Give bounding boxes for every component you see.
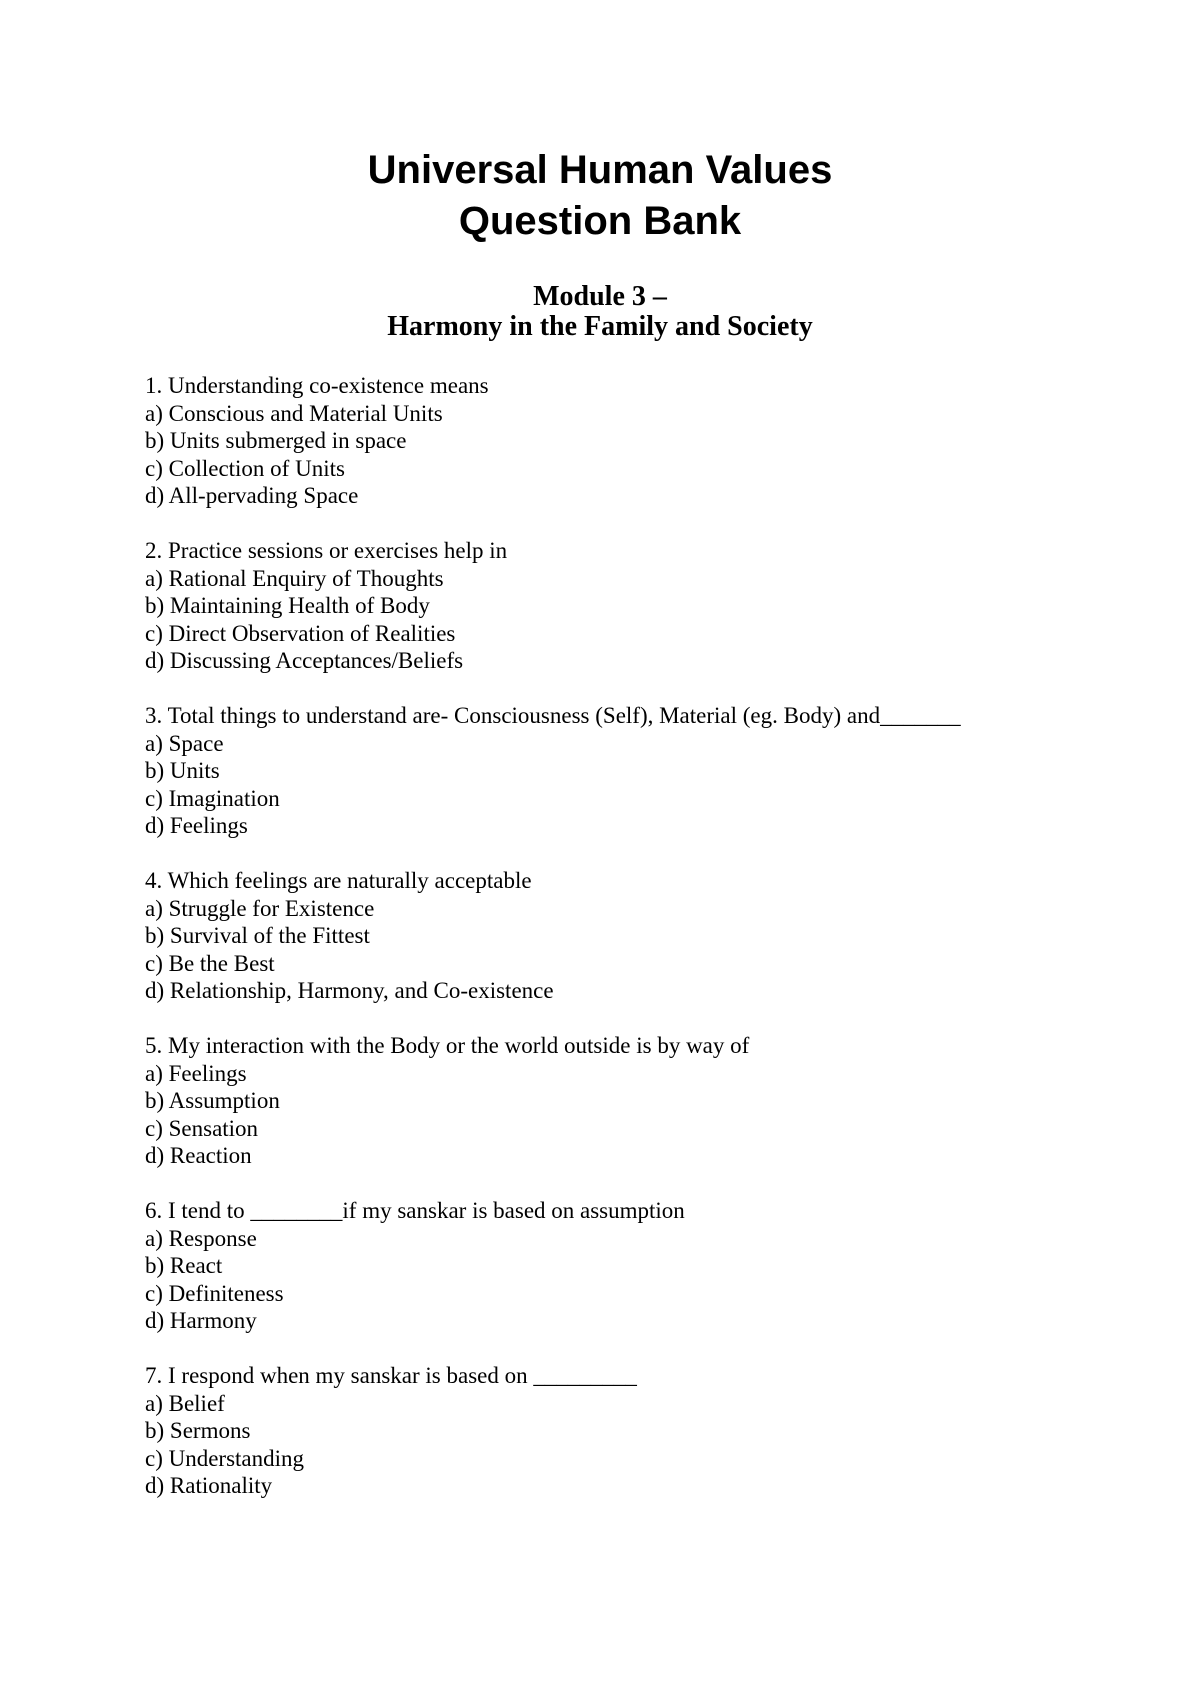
- option-text: b) Sermons: [145, 1418, 251, 1443]
- option-text: a) Conscious and Material Units: [145, 400, 443, 426]
- option-text: c) Sensation: [145, 1115, 259, 1141]
- option-text: a) Feelings: [145, 1060, 247, 1086]
- question-block-7: [145, 1362, 1160, 1500]
- question-block-2: [145, 537, 1160, 675]
- module-heading-line1: Module 3 –: [533, 281, 667, 312]
- question-block-4: [145, 867, 1160, 1005]
- option-text: a) Rational Enquiry of Thoughts: [145, 565, 444, 591]
- question-list: [0, 372, 1200, 1500]
- option-text: b) Units: [145, 758, 220, 783]
- option-text: d) Rationality: [145, 1473, 273, 1498]
- option-text: b) Maintaining Health of Body: [145, 593, 430, 618]
- question-text: 1. Understanding co-existence means: [145, 373, 489, 398]
- option-text: d) Discussing Acceptances/Beliefs: [145, 648, 464, 673]
- module-heading-line2: Harmony in the Family and Society: [387, 311, 813, 342]
- option-text: a) Struggle for Existence: [145, 895, 375, 921]
- option-text: a) Response: [145, 1225, 257, 1251]
- document-title: [0, 0, 1200, 247]
- question-block-5: [145, 1032, 1160, 1170]
- option-text: c) Be the Best: [145, 950, 275, 976]
- option-text: a) Belief: [145, 1390, 225, 1416]
- option-text: b) Survival of the Fittest: [145, 923, 370, 948]
- module-heading: [0, 282, 1200, 342]
- option-text: c) Direct Observation of Realities: [145, 620, 456, 646]
- question-text: 5. My interaction with the Body or the world outside is by way of: [145, 1033, 750, 1058]
- option-text: c) Imagination: [145, 785, 280, 811]
- option-text: b) Assumption: [145, 1088, 280, 1113]
- option-text: d) Reaction: [145, 1143, 252, 1168]
- question-text: 7. I respond when my sanskar is based on _________: [145, 1363, 637, 1388]
- question-block-3: [145, 702, 1160, 840]
- option-text: c) Understanding: [145, 1445, 305, 1471]
- question-text: 2. Practice sessions or exercises help in: [145, 538, 508, 563]
- document-title-line1: Universal Human Values: [367, 148, 833, 192]
- question-block-1: [145, 372, 1160, 510]
- document-title-line2: Question Bank: [458, 199, 742, 243]
- option-text: c) Collection of Units: [145, 455, 345, 481]
- question-text: 6. I tend to ________if my sanskar is based on assumption: [145, 1198, 685, 1223]
- option-text: d) Relationship, Harmony, and Co-existence: [145, 978, 554, 1003]
- option-text: d) Harmony: [145, 1308, 257, 1333]
- option-text: d) All-pervading Space: [145, 483, 359, 508]
- option-text: b) React: [145, 1253, 223, 1278]
- question-text: 3. Total things to understand are- Consciousness (Self), Material (eg. Body) and_______: [145, 703, 961, 728]
- question-text: 4. Which feelings are naturally acceptable: [145, 868, 532, 893]
- question-block-6: [145, 1197, 1160, 1335]
- option-text: b) Units submerged in space: [145, 428, 407, 453]
- option-text: a) Space: [145, 730, 224, 756]
- option-text: c) Definiteness: [145, 1280, 284, 1306]
- option-text: d) Feelings: [145, 813, 248, 838]
